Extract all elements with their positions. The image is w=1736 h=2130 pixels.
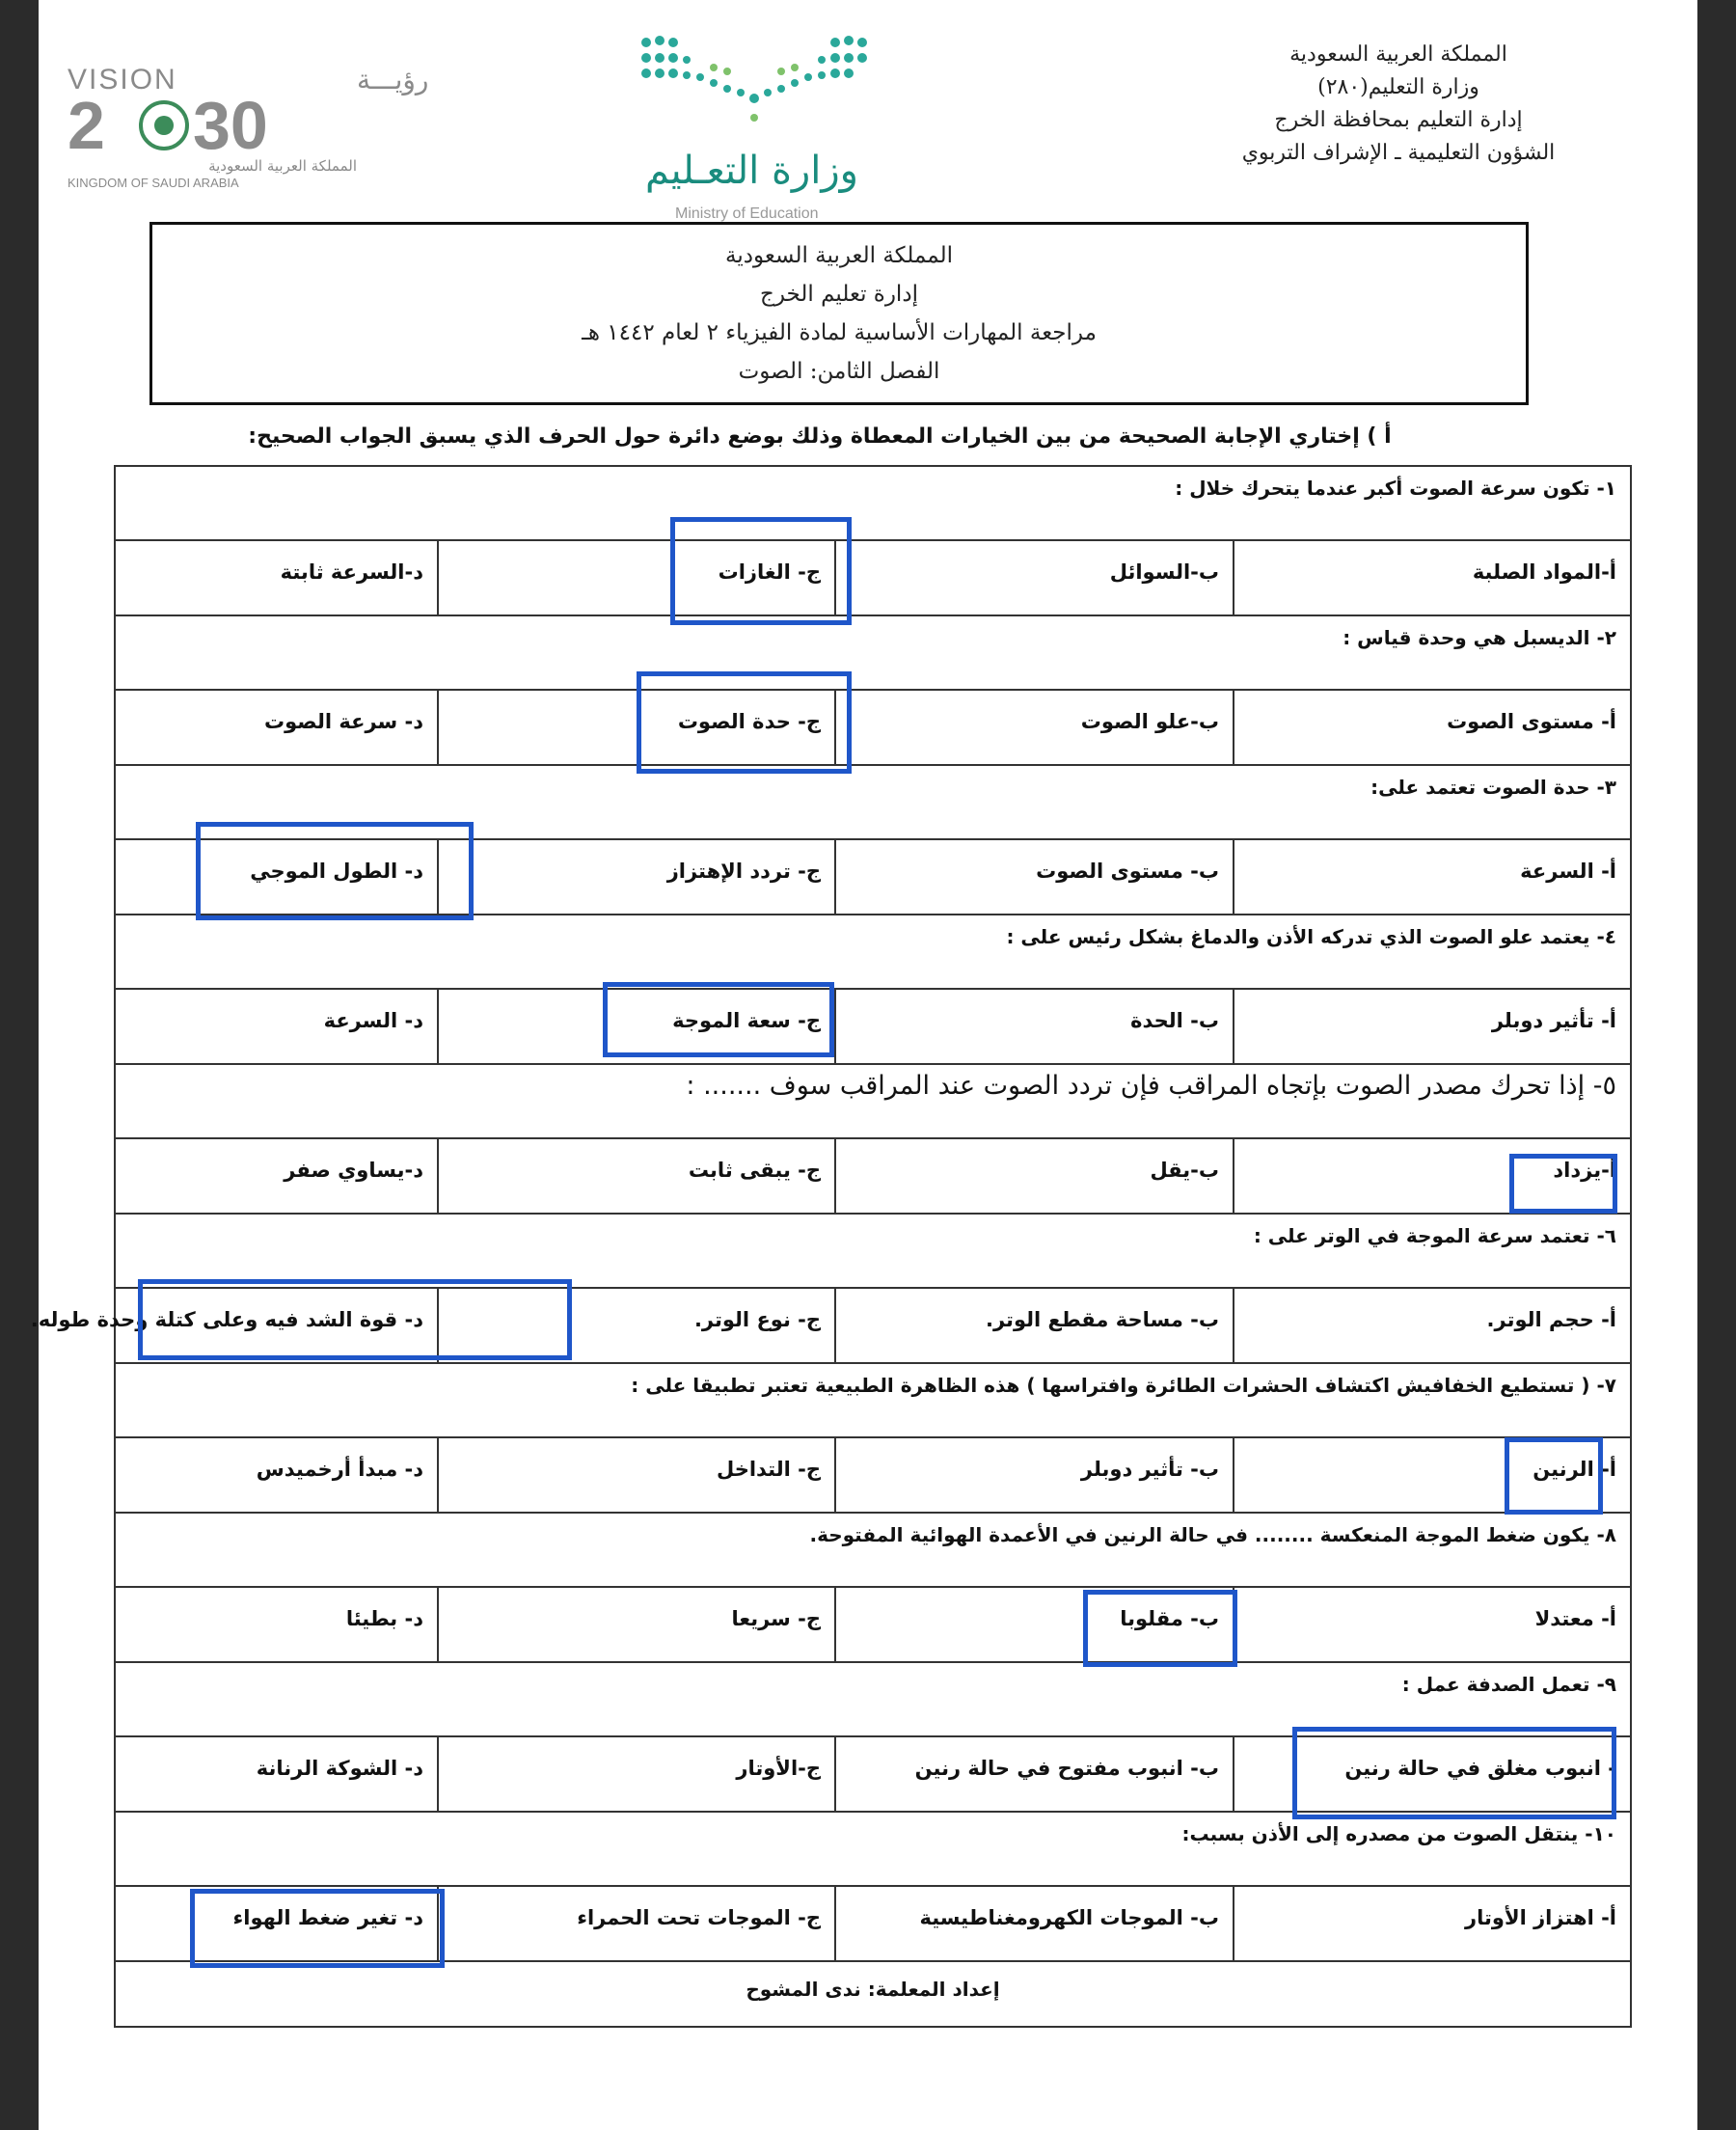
- question-row-2: [116, 616, 1630, 691]
- vision-2030-logo: [68, 60, 429, 195]
- option-c[interactable]: [437, 1438, 834, 1512]
- title-box: [149, 222, 1529, 405]
- option-label: أ-يزداد: [1553, 1159, 1616, 1182]
- svg-text:KINGDOM OF SAUDI ARABIA: KINGDOM OF SAUDI ARABIA: [68, 176, 239, 190]
- answer-highlight-q5: [1509, 1154, 1617, 1214]
- option-b[interactable]: [834, 691, 1233, 764]
- options-row-4: [116, 990, 1630, 1065]
- option-label: أ- الرنين: [1533, 1458, 1616, 1481]
- option-label: أ- اهتزاز الأوتار: [1465, 1906, 1616, 1929]
- ministry-of-education-logo: [627, 29, 897, 222]
- option-label: ب- الحدة: [1130, 1009, 1219, 1032]
- question-row-5: [116, 1065, 1630, 1139]
- option-b[interactable]: [834, 1139, 1233, 1213]
- option-b[interactable]: [834, 541, 1233, 614]
- title-line: المملكة العربية السعودية: [725, 243, 953, 268]
- option-label: ب-السوائل: [1109, 560, 1219, 584]
- options-row-7: [116, 1438, 1630, 1514]
- option-d[interactable]: [116, 990, 437, 1063]
- question-row-6: [116, 1215, 1630, 1289]
- question-text: ٣- حدة الصوت تعتمد على:: [1370, 776, 1616, 799]
- option-label: ب- مساحة مقطع الوتر.: [986, 1308, 1219, 1331]
- answer-highlight-q6: [138, 1279, 572, 1360]
- option-d[interactable]: [116, 1438, 437, 1512]
- option-label: أ- حجم الوتر.: [1486, 1308, 1616, 1331]
- answer-highlight-q4: [603, 982, 834, 1057]
- option-label: ج- الغازات: [718, 560, 821, 584]
- option-label: ب-علو الصوت: [1080, 710, 1219, 733]
- option-label: ب- مقلوبا: [1120, 1607, 1219, 1630]
- option-b[interactable]: [834, 1737, 1233, 1811]
- answer-highlight-q8: [1083, 1590, 1237, 1667]
- teacher-credit-row: [116, 1962, 1630, 2026]
- question-row-8: [116, 1514, 1630, 1588]
- option-label: ج- تردد الإهتزاز: [666, 860, 821, 883]
- option-label: د- تغير ضغط الهواء: [232, 1906, 423, 1929]
- option-label: أ- السرعة: [1520, 860, 1616, 883]
- header-ministry-text: [1206, 39, 1591, 170]
- option-label: د- بطيئا: [345, 1607, 423, 1630]
- option-label: د-السرعة ثابتة: [280, 560, 423, 584]
- instruction-text: أ ) إختاري الإجابة الصحيحة من بين الخيارات المعطاة وذلك بوضع دائرة حول الحرف الذي يسبق الجواب الصحيح:: [248, 424, 1392, 449]
- svg-text:رؤيـــة: رؤيـــة: [357, 64, 429, 96]
- option-label: د- الطول الموجي: [250, 860, 423, 883]
- question-text: ١- تكون سرعة الصوت أكبر عندما يتحرك خلال :: [1175, 477, 1616, 500]
- question-text: ٦- تعتمد سرعة الموجة في الوتر على :: [1253, 1224, 1616, 1247]
- option-d[interactable]: [116, 1588, 437, 1661]
- option-label: ب-يقل: [1150, 1159, 1219, 1182]
- option-c[interactable]: [437, 1588, 834, 1661]
- option-label: ج- الموجات تحت الحمراء: [577, 1906, 821, 1929]
- answer-highlight-q10: [190, 1889, 445, 1968]
- option-label: د- سرعة الصوت: [264, 710, 423, 733]
- option-label: ب- تأثير دوبلر: [1080, 1458, 1219, 1481]
- svg-text:VISION: VISION: [68, 64, 177, 96]
- option-a[interactable]: [1233, 990, 1630, 1063]
- option-label: ج-الأوتار: [736, 1757, 821, 1780]
- option-label: ب- الموجات الكهرومغناطيسية: [919, 1906, 1219, 1929]
- option-a[interactable]: [1233, 840, 1630, 914]
- option-a[interactable]: [1233, 1588, 1630, 1661]
- answer-highlight-q9: [1292, 1727, 1616, 1819]
- header-line: وزارة التعليم(٢٨٠): [1317, 75, 1479, 99]
- option-label: - انبوب مغلق في حالة رنين: [1344, 1757, 1616, 1780]
- option-label: ب- انبوب مفتوح في حالة رنين: [914, 1757, 1219, 1780]
- header-line: المملكة العربية السعودية: [1289, 42, 1507, 67]
- question-text: ٨- يكون ضغط الموجة المنعكسة ........ في حالة الرنين في الأعمدة الهوائية المفتوحة.: [809, 1523, 1616, 1546]
- option-label: ب- مستوى الصوت: [1036, 860, 1219, 883]
- question-text: ٩- تعمل الصدفة عمل :: [1401, 1673, 1616, 1696]
- question-text: ٥- إذا تحرك مصدر الصوت بإتجاه المراقب فإن تردد الصوت عند المراقب سوف ....... :: [686, 1071, 1616, 1101]
- option-a[interactable]: [1233, 1887, 1630, 1960]
- title-line: مراجعة المهارات الأساسية لمادة الفيزياء ٢ لعام ١٤٤٢ هـ: [582, 320, 1097, 345]
- title-line: إدارة تعليم الخرج: [760, 282, 918, 307]
- vision-2030-logo-graphic: [68, 60, 429, 195]
- answer-highlight-q3: [196, 822, 474, 920]
- question-row-7: [116, 1364, 1630, 1438]
- option-b[interactable]: [834, 1289, 1233, 1362]
- option-label: ج- التداخل: [716, 1458, 821, 1481]
- option-d[interactable]: [116, 1737, 437, 1811]
- ministry-logo-graphic: [627, 29, 897, 222]
- option-c[interactable]: [437, 1139, 834, 1213]
- option-label: ج- سريعا: [731, 1607, 821, 1630]
- answer-highlight-q2: [637, 671, 852, 774]
- svg-text:المملكة العربية السعودية: المملكة العربية السعودية: [208, 157, 357, 175]
- header-line: الشؤون التعليمية ـ الإشراف التربوي: [1241, 141, 1556, 165]
- svg-text:وزارة التعـليم: وزارة التعـليم: [644, 149, 858, 193]
- option-c[interactable]: [437, 1887, 834, 1960]
- title-line: الفصل الثامن: الصوت: [738, 359, 940, 384]
- question-row-1: [116, 467, 1630, 541]
- option-label: د-يساوي صفر: [284, 1159, 423, 1182]
- option-label: د- مبدأ أرخميدس: [256, 1458, 423, 1481]
- svg-text:Ministry of Education: Ministry of Education: [675, 205, 819, 222]
- option-label: أ- تأثير دوبلر: [1491, 1009, 1616, 1032]
- option-label: د- قوة الشد فيه وعلى كتلة وحدة طوله.: [30, 1308, 423, 1331]
- option-label: ج- نوع الوتر.: [693, 1308, 821, 1331]
- option-label: د- الشوكة الرنانة: [256, 1757, 423, 1780]
- question-text: ١٠- ينتقل الصوت من مصدره إلى الأذن بسبب:: [1181, 1822, 1616, 1845]
- question-text: ٤- يعتمد علو الصوت الذي تدركه الأذن والدماغ بشكل رئيس على :: [1006, 925, 1616, 948]
- worksheet-page: [30, 0, 1697, 2130]
- option-label: د- السرعة: [323, 1009, 423, 1032]
- options-row-8: [116, 1588, 1630, 1663]
- option-label: أ- معتدلا: [1534, 1607, 1616, 1630]
- svg-text:30: 30: [193, 88, 268, 163]
- option-a[interactable]: [1233, 691, 1630, 764]
- option-c[interactable]: [437, 1737, 834, 1811]
- option-d[interactable]: [116, 691, 437, 764]
- option-label: ج- يبقى ثابت: [688, 1159, 821, 1182]
- question-row-10: [116, 1813, 1630, 1887]
- option-label: ج- حدة الصوت: [677, 710, 821, 733]
- option-label: أ- مستوى الصوت: [1447, 710, 1616, 733]
- answer-highlight-q1: [670, 517, 852, 625]
- svg-text:2: 2: [68, 88, 105, 163]
- teacher-credit: إعداد المعلمة: ندى المشوح: [746, 1978, 1000, 2001]
- option-b[interactable]: [834, 1887, 1233, 1960]
- options-row-2: [116, 691, 1630, 766]
- option-a[interactable]: [1233, 1289, 1630, 1362]
- options-row-1: [116, 541, 1630, 616]
- option-a[interactable]: [1233, 541, 1630, 614]
- option-d[interactable]: [116, 541, 437, 614]
- options-row-5: [116, 1139, 1630, 1215]
- header-line: إدارة التعليم بمحافظة الخرج: [1274, 108, 1523, 132]
- option-c[interactable]: [437, 840, 834, 914]
- option-d[interactable]: [116, 1139, 437, 1213]
- option-b[interactable]: [834, 990, 1233, 1063]
- option-label: ج- سعة الموجة: [672, 1009, 821, 1032]
- option-b[interactable]: [834, 1438, 1233, 1512]
- question-row-4: [116, 915, 1630, 990]
- question-text: ٢- الديسبل هي وحدة قياس :: [1343, 626, 1616, 649]
- question-text: ٧- ( تستطيع الخفافيش اكتشاف الحشرات الطائرة وافتراسها ) هذه الظاهرة الطبيعية تعتبر تطبيقا على :: [631, 1374, 1616, 1397]
- answer-highlight-q7: [1505, 1437, 1603, 1515]
- option-b[interactable]: [834, 840, 1233, 914]
- option-label: أ-المواد الصلبة: [1472, 560, 1616, 584]
